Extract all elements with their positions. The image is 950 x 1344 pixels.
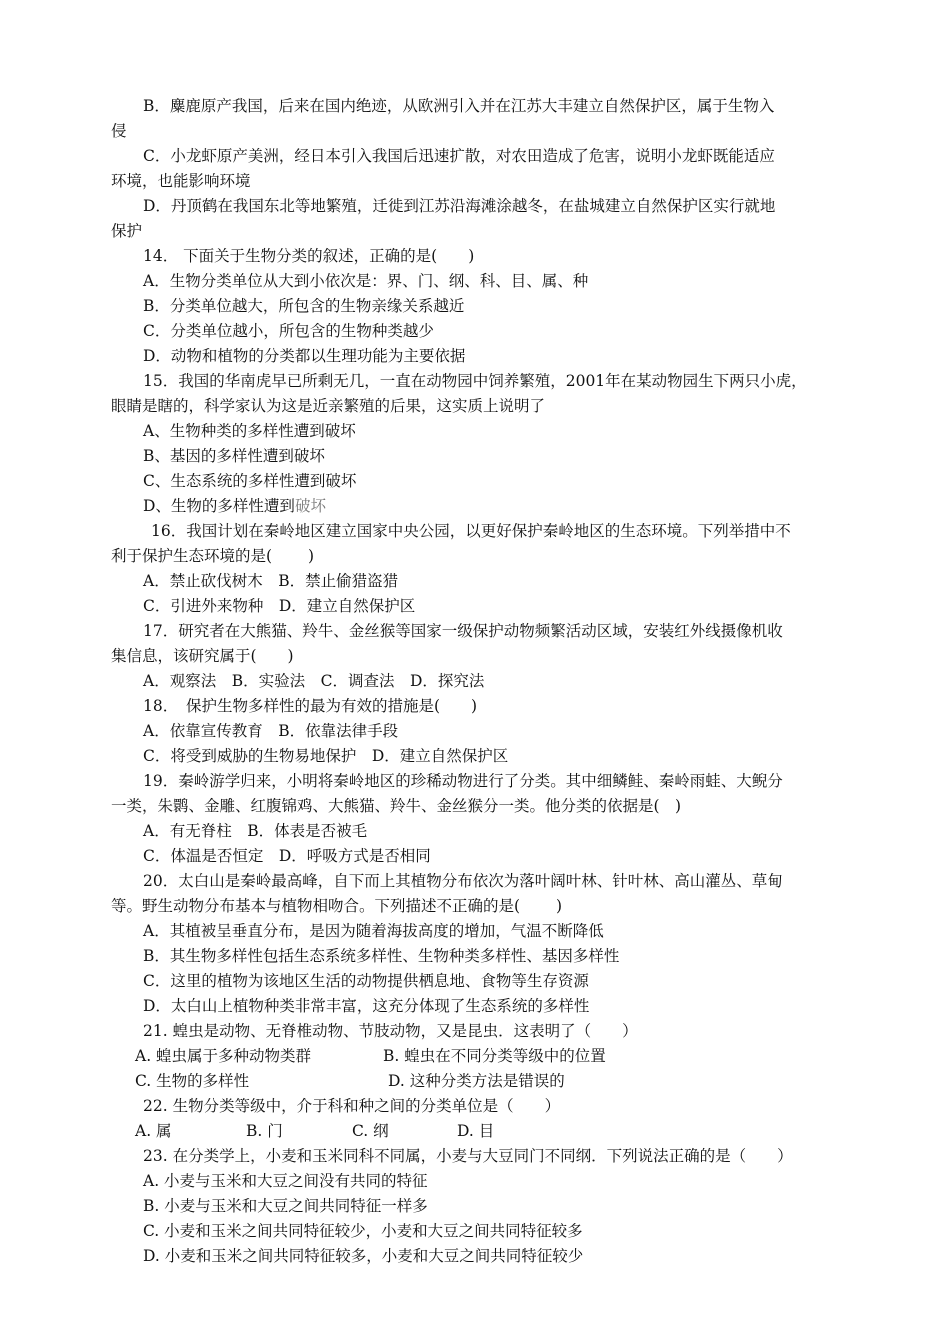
q13-option-b-cont: 侵 (111, 122, 127, 140)
q22-option-a: A. 属 (135, 1122, 172, 1140)
q19-stem: 19．秦岭游学归来，小明将秦岭地区的珍稀动物进行了分类。其中细鳞鲑、秦岭雨蛙、大鲵分 (143, 772, 783, 790)
q20-stem: 20．太白山是秦岭最高峰，自下而上其植物分布依次为落叶阔叶林、针叶林、高山灌丛、草甸 (143, 872, 783, 890)
q21-stem: 21. 蝗虫是动物、无脊椎动物、节肢动物，又是昆虫．这表明了（ ） (143, 1022, 638, 1040)
q20-option-a: A．其植被呈垂直分布，是因为随着海拔高度的增加，气温不断降低 (143, 922, 604, 940)
q20-option-b: B．其生物多样性包括生态系统多样性、生物种类多样性、基因多样性 (143, 947, 620, 965)
q13-option-c-cont: 环境，也能影响环境 (111, 172, 251, 190)
q22-option-c: C. 纲 (352, 1122, 389, 1140)
q19-stem-cont: 一类，朱鹮、金雕、红腹锦鸡、大熊猫、羚牛、金丝猴分一类。他分类的依据是( ) (111, 797, 682, 815)
q15-option-d (143, 496, 326, 516)
q14-option-c: C．分类单位越小，所包含的生物种类越少 (143, 322, 434, 340)
q15-option-c: C、生态系统的多样性遭到破坏 (143, 472, 357, 490)
q17-stem-cont: 集信息，该研究属于( ) (111, 647, 294, 665)
q19-options-cd: C．体温是否恒定 D．呼吸方式是否相同 (143, 847, 431, 865)
q14-option-d: D．动物和植物的分类都以生理功能为主要依据 (143, 347, 466, 365)
q23-stem: 23. 在分类学上，小麦和玉米同科不同属，小麦与大豆同门不同纲．下列说法正确的是（ ） (143, 1147, 793, 1165)
q23-option-b: B. 小麦与玉米和大豆之间共同特征一样多 (143, 1197, 428, 1215)
q18-stem: 18． 保护生物多样性的最为有效的措施是( ) (143, 697, 478, 715)
q13-option-c: C．小龙虾原产美洲，经日本引入我国后迅速扩散，对农田造成了危害，说明小龙虾既能适应 (143, 147, 775, 165)
q17-options: A．观察法 B．实验法 C．调查法 D．探究法 (143, 672, 485, 690)
q15-stem: 15．我国的华南虎早已所剩无几，一直在动物园中饲养繁殖，2001年在某动物园生下两只小虎， (143, 372, 807, 390)
q17-stem: 17．研究者在大熊猫、羚牛、金丝猴等国家一级保护动物频繁活动区域，安装红外线摄像机收 (143, 622, 783, 640)
q15-option-d-text: D、生物的多样性遭到 (143, 497, 295, 515)
q18-options-ab: A．依靠宣传教育 B．依靠法律手段 (143, 722, 399, 740)
q23-option-c: C. 小麦和玉米之间共同特征较少，小麦和大豆之间共同特征较多 (143, 1222, 583, 1240)
q21-option-b: B. 蝗虫在不同分类等级中的位置 (383, 1047, 606, 1065)
q16-stem: 16．我国计划在秦岭地区建立国家中央公园，以更好保护秦岭地区的生态环境。下列举措中不 (151, 522, 791, 540)
q21-option-c: C. 生物的多样性 (135, 1072, 250, 1090)
q23-option-d: D. 小麦和玉米之间共同特征较多，小麦和大豆之间共同特征较少 (143, 1247, 584, 1265)
q13-option-d-cont: 保护 (111, 222, 143, 240)
q14-option-b: B．分类单位越大，所包含的生物亲缘关系越近 (143, 297, 465, 315)
q22-option-b: B. 门 (246, 1122, 283, 1140)
q22-option-d: D. 目 (457, 1122, 495, 1140)
q22-stem: 22. 生物分类等级中，介于科和种之间的分类单位是（ ） (143, 1097, 561, 1115)
q16-options-ab: A．禁止砍伐树木 B．禁止偷猎盗猎 (143, 572, 399, 590)
q20-option-d: D．太白山上植物种类非常丰富，这充分体现了生态系统的多样性 (143, 997, 590, 1015)
q13-option-d: D．丹顶鹤在我国东北等地繁殖，迁徙到江苏沿海滩涂越冬，在盐城建立自然保护区实行就地 (143, 197, 776, 215)
q16-options-cd: C．引进外来物种 D．建立自然保护区 (143, 597, 416, 615)
q15-option-d-faded-text: 破坏 (294, 497, 326, 515)
q15-option-b: B、基因的多样性遭到破坏 (143, 447, 325, 465)
q23-option-a: A. 小麦与玉米和大豆之间没有共同的特征 (143, 1172, 428, 1190)
q13-option-b: B．麋鹿原产我国，后来在国内绝迹，从欧洲引入并在江苏大丰建立自然保护区，属于生物入 (143, 97, 775, 115)
q15-option-a: A、生物种类的多样性遭到破坏 (143, 422, 356, 440)
q21-option-d: D. 这种分类方法是错误的 (388, 1072, 565, 1090)
q20-option-c: C．这里的植物为该地区生活的动物提供栖息地、食物等生存资源 (143, 972, 589, 990)
q16-stem-cont: 利于保护生态环境的是( ) (111, 547, 315, 565)
q14-stem: 14． 下面关于生物分类的叙述，正确的是( ) (143, 247, 475, 265)
q15-stem-cont: 眼睛是瞎的，科学家认为这是近亲繁殖的后果，这实质上说明了 (111, 397, 546, 415)
q14-option-a: A．生物分类单位从大到小依次是：界、门、纲、科、目、属、种 (143, 272, 589, 290)
q21-option-a: A. 蝗虫属于多种动物类群 (135, 1047, 312, 1065)
q20-stem-cont: 等。野生动物分布基本与植物相吻合。下列描述不正确的是( ) (111, 897, 563, 915)
q19-options-ab: A．有无脊柱 B．体表是否被毛 (143, 822, 368, 840)
q18-options-cd: C．将受到威胁的生物易地保护 D．建立自然保护区 (143, 747, 509, 765)
